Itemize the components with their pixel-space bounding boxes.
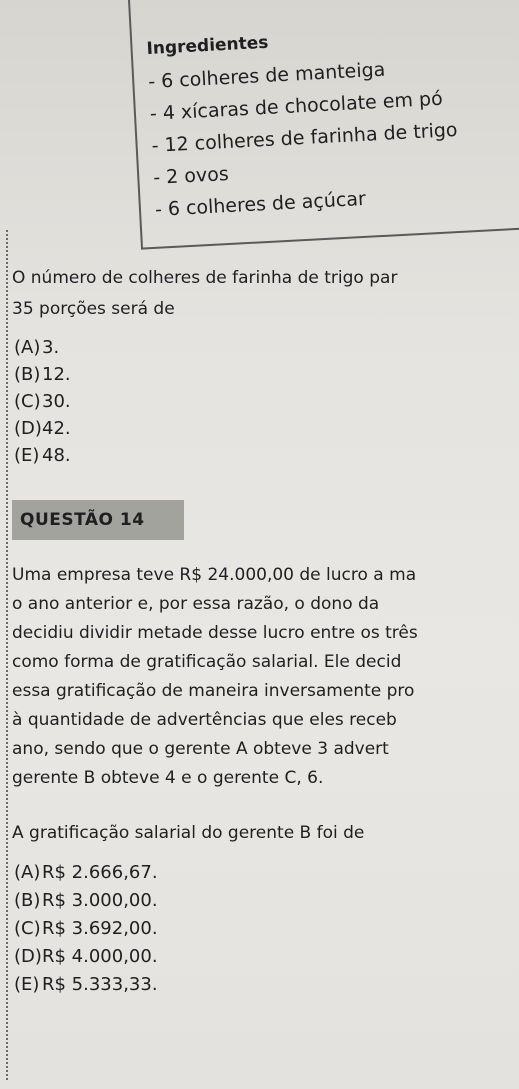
option-text: 30. — [42, 391, 71, 412]
question-14-option-d[interactable] — [14, 946, 158, 967]
option-letter: (B) — [14, 364, 41, 385]
question-14-option-e[interactable] — [14, 974, 158, 995]
option-letter: (C) — [14, 391, 41, 412]
question-13-option-c[interactable] — [14, 391, 71, 412]
question-14-text-line: o ano anterior e, por essa razão, o dono da — [12, 594, 380, 614]
question-14-option-b[interactable] — [14, 890, 158, 911]
question-14-text-line: Uma empresa teve R$ 24.000,00 de lucro a ma — [12, 565, 417, 585]
question-14-option-a[interactable] — [14, 862, 158, 883]
ingredient-item: - 12 colheres de farinha de trigo — [151, 118, 459, 157]
option-text: R$ 3.692,00. — [42, 918, 158, 939]
option-letter: (E) — [14, 974, 40, 995]
option-letter: (D) — [14, 418, 42, 439]
question-13-prompt-line1: O número de colheres de farinha de trigo par — [12, 268, 398, 288]
question-14-text-line: essa gratificação de maneira inversamente pro — [12, 681, 415, 701]
ingredient-item: - 2 ovos — [152, 162, 230, 189]
ingredient-item: - 6 colheres de manteiga — [147, 58, 386, 94]
option-letter: (A) — [14, 337, 41, 358]
option-text: R$ 4.000,00. — [42, 946, 158, 967]
option-letter: (C) — [14, 918, 41, 939]
question-13-option-a[interactable] — [14, 337, 59, 358]
option-text: R$ 3.000,00. — [42, 890, 158, 911]
question-13-option-b[interactable] — [14, 364, 71, 385]
option-text: 12. — [42, 364, 71, 385]
option-text: R$ 5.333,33. — [42, 974, 158, 995]
option-letter: (D) — [14, 946, 42, 967]
question-14-text-line: decidiu dividir metade desse lucro entre os três — [12, 623, 418, 643]
question-14-text-line: à quantidade de advertências que eles receb — [12, 710, 397, 730]
ingredients-box — [128, 0, 519, 250]
question-13-option-e[interactable] — [14, 445, 71, 466]
question-14-text-line: gerente B obteve 4 e o gerente C, 6. — [12, 768, 324, 788]
margin-dotted-line — [6, 230, 8, 1080]
option-text: 42. — [42, 418, 71, 439]
option-text: 48. — [42, 445, 71, 466]
option-text: 3. — [42, 337, 60, 358]
question-14-option-c[interactable] — [14, 918, 158, 939]
option-letter: (B) — [14, 890, 41, 911]
option-text: R$ 2.666,67. — [42, 862, 158, 883]
question-14-question: A gratificação salarial do gerente B foi de — [12, 823, 365, 843]
question-14-text-line: como forma de gratificação salarial. Ele decid — [12, 652, 402, 672]
question-14-header — [12, 500, 184, 540]
question-13-prompt-line2: 35 porções será de — [12, 299, 175, 319]
option-letter: (E) — [14, 445, 40, 466]
question-14-text-line: ano, sendo que o gerente A obteve 3 advert — [12, 739, 389, 759]
ingredient-item: - 4 xícaras de chocolate em pó — [149, 87, 444, 125]
option-letter: (A) — [14, 862, 41, 883]
question-14-header-label: QUESTÃO 14 — [20, 510, 145, 530]
ingredient-item: - 6 colheres de açúcar — [154, 187, 367, 221]
ingredients-title: Ingredientes — [146, 32, 269, 60]
question-13-option-d[interactable] — [14, 418, 71, 439]
